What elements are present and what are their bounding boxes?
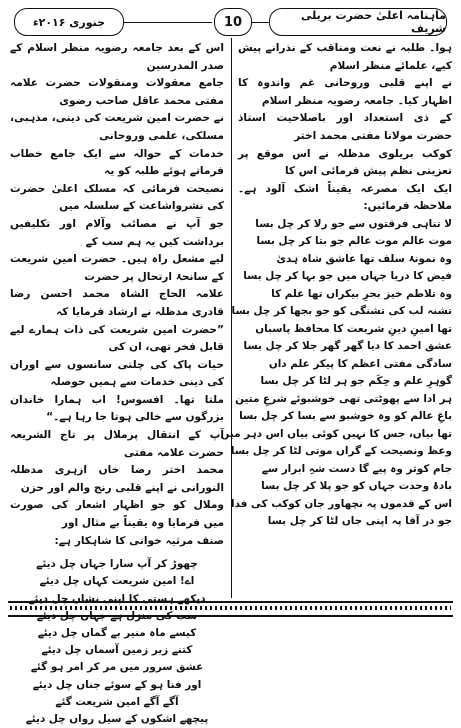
text-line: ایک ایک مصرعہ یقیناً اشک آلود ہے۔ ملاحظہ فرمائیں: — [238, 182, 452, 213]
issue-date: جنوری ۲۰۱۶ء — [14, 8, 124, 36]
verse-line — [231, 303, 452, 321]
speech-paragraph — [10, 40, 224, 427]
verse-text: لا تناہی فرقتوں سے جو رلا کر چل بسا — [255, 217, 452, 230]
header-rule-left — [124, 22, 212, 23]
verse-line — [238, 233, 452, 251]
verse-text: موت عالم موت عالم جو بتا کر چل بسا — [256, 235, 452, 248]
elegy-line: عشق سرور میں مر کر امر ہو گئے — [30, 661, 204, 674]
text-line: جو آپ نے مصائب وآلام اور تکلیفیں برداشت کیں یہ ہم سب کے — [10, 217, 224, 248]
text-line: حیات پاک کی چلتی سانسوں سے اوران کی دینی خدمات سے ہمیں حوصلہ — [10, 358, 224, 389]
text-line: محمد اختر رضا خاں ازہری مدظلہ النورانی نے اپنے قلبی رنج والم اور حزن — [10, 464, 224, 494]
elegy-line: اور فنا ہو کے سوئے جناں چل دیئے — [32, 678, 202, 691]
verse-text: تشنہ لب کی تشنگی کو جو بجھا کر چل بسا — [231, 305, 452, 318]
page-number: 10 — [214, 8, 252, 36]
text-line: نصیحت فرمائی کہ مسلک اعلیٰ حضرت کی نشرواشاعت کے سلسلہ میں — [10, 182, 224, 213]
verse-text: عشق احمد کا دیا گھر گھر جلا کر چل بسا — [243, 340, 452, 353]
elegy-line: دیکھے ہستی کا اپنی نشاں چل دیئے — [28, 592, 206, 605]
verse-line — [238, 478, 452, 496]
verse-text: سادگی مفتی اعظم کا پیکر علم داں — [268, 357, 452, 370]
text-line: اس کے بعد جامعہ رضویہ منظر اسلام کے صدر المدرسین — [10, 42, 224, 72]
right-column — [220, 40, 452, 531]
verse-line — [220, 426, 452, 444]
text-line: علامہ الحاج الشاہ محمد احسن رضا قادری مدظلہ نے ارشاد فرمایا کہ — [10, 288, 224, 318]
verse-text: فیض کا دریا جہاں میں جو بہا کر چل بسا — [243, 270, 452, 283]
verse-line — [231, 496, 452, 514]
elegy-line: کیسے ماہ منیر بے گماں چل دیئے — [37, 627, 197, 640]
verse-line — [238, 216, 452, 234]
verse-text: جو در آقا پہ اپنی جاں لٹا کر چل بسا — [267, 515, 452, 528]
verse-text: جام کوثر وہ پیے گا دست شہِ ابرار سے — [261, 462, 452, 475]
verse-text: بادۂ وحدت جہاں کو جو پلا کر چل بسا — [261, 480, 452, 493]
verse-text: باغِ عالم کو وہ خوشبو سے بسا کر چل بسا — [239, 410, 452, 423]
intro-paragraph — [238, 40, 452, 216]
text-line: آپ کے انتقال پرملال پر تاج الشریعہ حضرت علامہ مفتی — [10, 429, 224, 459]
verse-line — [238, 513, 452, 531]
text-line: کے ذی استعداد اور باصلاحیت استاذ حضرت مولانا مفتی محمد اختر — [238, 112, 452, 142]
elegy-poem — [10, 556, 224, 728]
text-line: نے حضرت امین شریعت کی دینی، مذہبی، مسلکی، علمی وروحانی — [10, 112, 224, 142]
text-line: جامع معقولات ومنقولات حضرت علامہ مفتی محمد عاقل صاحب رضوی — [10, 77, 224, 107]
verse-line — [238, 461, 452, 479]
verse-text: وعظ ونصیحت کے گراں موتی لٹا کر چل بسا — [230, 445, 452, 458]
verse-line — [238, 286, 452, 304]
verse-line — [230, 443, 452, 461]
verse-text: ہر ادا سے پھوٹتی تھی خوشبوئے شرعِ متین — [235, 392, 452, 405]
footer-border — [8, 601, 453, 617]
elegy-line: چھوڑ کر آپ سارا جہاں چل دیئے — [36, 558, 198, 571]
elegy-intro-paragraph — [10, 427, 224, 550]
elegy-line: آگے آگے امین شریعت گئے — [55, 695, 179, 708]
verse-text: وہ نمونۂ سلف تھا عاشق شاہ ہدیٰ — [276, 252, 452, 265]
verse-line — [238, 373, 452, 391]
verse-line — [238, 338, 452, 356]
magazine-title: ماہنامہ اعلیٰ حضرت بریلی شریف — [269, 8, 447, 36]
text-line: وملال کو جو اظہار اشعار کی صورت میں فرمایا وہ یقیناً بے مثال اور — [10, 499, 224, 530]
text-line: ہوا۔ طلبہ نے نعت ومناقب کے نذرانے پیش کیے، علمائے منظر اسلام — [238, 42, 452, 72]
footer-pattern — [10, 606, 451, 610]
elegy-line: پیچھے اشکوں کے سیل رواں چل دیئے — [25, 713, 209, 726]
verse-line — [238, 356, 452, 374]
verse-line — [235, 391, 452, 409]
page-header — [8, 6, 453, 38]
elegy-line: کتنے زیر زمین آسماں چل دیئے — [41, 644, 193, 657]
verse-text: تھا بیاں، جس کا نہیں کوئی بیاں اس دہر میں — [220, 427, 452, 440]
text-line: نے اپنے قلبی وروحانی غم واندوہ کا اظہار کیا۔ جامعہ رضویہ منظر اسلام — [238, 77, 452, 107]
text-line: ملتا تھا۔ افسوس! اب ہمارا خاندان بزرگوں سے خالی ہوتا جا رہا ہے۔“ — [10, 393, 224, 424]
verse-line — [238, 408, 452, 426]
verse-text: تھا امینِ دینِ شریعت کا محافظ پاسباں — [255, 322, 452, 335]
verse-text: گوہرِ علم و حِکَم جو ہر لٹا کر چل بسا — [260, 375, 452, 388]
verse-text: وہ تلاطم خیز بحرِ بیکراں تھا علم کا — [271, 287, 452, 300]
elegy-line: سب کی منزل ہے جہاں چل دیئے — [36, 609, 198, 622]
verse-line — [238, 321, 452, 339]
elegy-line: اے! امین شریعت کہاں چل دیئے — [39, 575, 195, 588]
verse-line — [238, 268, 452, 286]
text-line: کوکب بریلوی مدظلہ نے اس موقع پر تعزیتی نظم پیش فرمائی اس کا — [238, 147, 452, 178]
text-line: ”حضرت امین شریعت کی ذات ہمارے لیے قابل فخر تھی، ان کی — [10, 323, 224, 354]
verse-text: اس کے قدموں پہ نچھاور جان کوکب کی فدا — [231, 497, 452, 510]
text-line: خدمات کے حوالہ سے ایک جامع خطاب فرماتے ہوئے طلبہ کو یہ — [10, 147, 224, 178]
verse-line — [238, 251, 452, 269]
text-line: صنف مرثیہ خوانی کا شاہکار ہے: — [54, 534, 224, 547]
text-line: لیے مشعل راہ ہیں۔ حضرت امین شریعت کے سانحۂ ارتحال پر حضرت — [10, 253, 224, 283]
condolence-poem — [220, 216, 452, 531]
